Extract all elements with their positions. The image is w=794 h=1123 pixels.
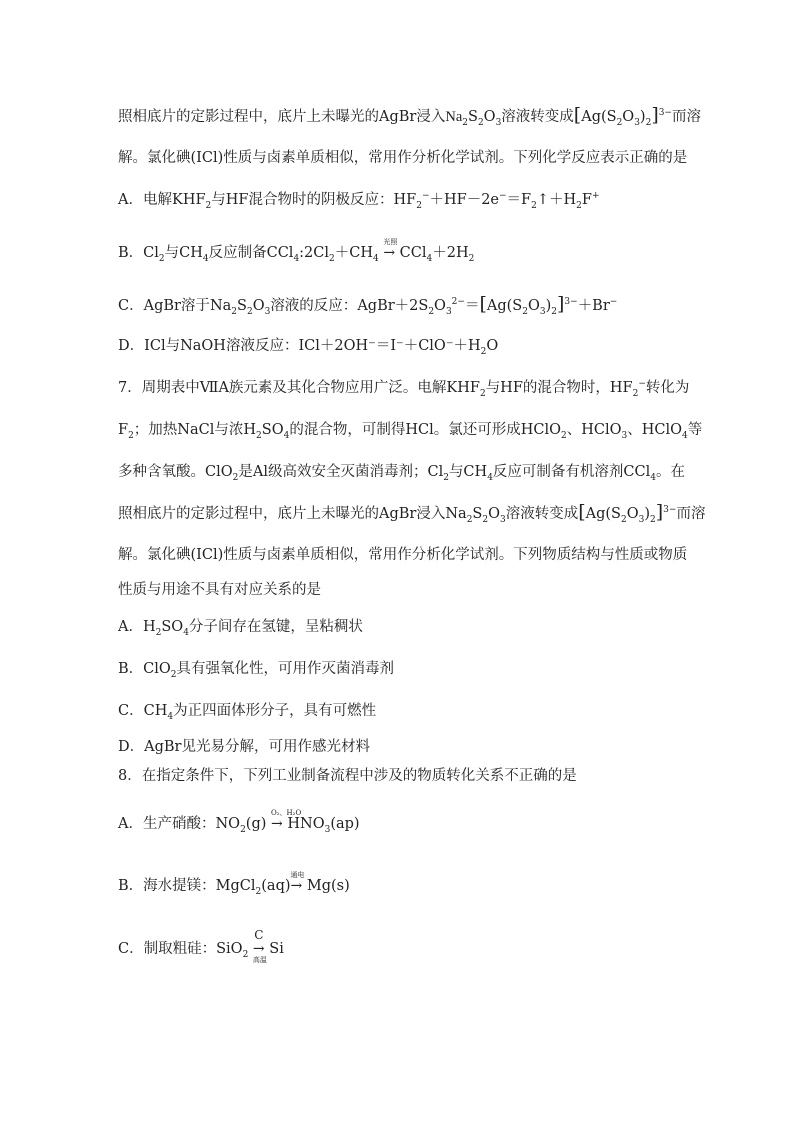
condition-arrow: O₂、H₂O →	[271, 809, 302, 832]
q7-option-b[interactable]: B．ClO$_2$具有强氧化性，可用作灭菌消毒剂	[118, 661, 395, 680]
q7-stem-line-5: 解。氯化碘(ICl)性质与卤素单质相似，常用作分析化学试剂。下列物质结构与性质或物质	[118, 547, 688, 563]
q7-stem-line-2: $F_2$；加热NaCl与浓$H_2SO_4$的混合物，可制得HCl。氯还可形成HClO$_2$、HClO$_3$、HClO$_4$等	[118, 422, 703, 441]
q6-option-a[interactable]: A．电解$KHF_2$与HF混合物时的阴极反应：$HF_2^-+HF-2e^-=F_2↑+H_2F^+$	[118, 191, 600, 211]
high-temp-arrow: C → 高温	[252, 928, 267, 964]
q7-option-c[interactable]: C．$CH_4$为正四面体形分子，具有可燃性	[118, 703, 377, 722]
q6-stem-line-2: 解。氯化碘(ICl)性质与卤素单质相似，常用作分析化学试剂。下列化学反应表示正确的是	[118, 150, 688, 166]
q6-option-d[interactable]: D．ICl与NaOH溶液反应：$ICl+2OH^-=I^-+ClO^-+H_2O$	[118, 338, 499, 357]
q6-option-c[interactable]: C．AgBr溶于$Na_2S_2O_3$溶液的反应：$AgBr+2S_2O_3^{2-}=[Ag(S_2O_3)_2]^{3-}+Br^-$	[118, 293, 618, 317]
q7-option-d[interactable]: D．AgBr见光易分解，可用作感光材料	[118, 739, 370, 755]
light-arrow: 光照 →	[383, 238, 398, 261]
electrolysis-arrow: 通电 →	[290, 871, 305, 894]
q6-option-b[interactable]: B．$Cl_2$与$CH_4$反应制备$CCl_4:2Cl_2+CH_4$ 光照 → $CCl_4+2H_2$	[118, 238, 475, 264]
q8-option-c[interactable]: C．制取粗硅：SiO$_2$ C → 高温 Si	[118, 928, 284, 964]
q8-option-a[interactable]: A．生产硝酸：$NO_2(g)$ O₂、H₂O → $HNO_3(ap)$	[118, 809, 360, 835]
q8-option-b[interactable]: B．海水提镁：MgCl$_2$(aq) 通电 → Mg(s)	[118, 871, 350, 897]
q7-stem-line-4: 照相底片的定影过程中，底片上未曝光的AgBr浸入$Na_2S_2O_3$溶液转变成$[Ag(S_2O_3)_2]^{3-}$而溶	[118, 501, 706, 525]
q7-stem-line-6: 性质与用途不具有对应关系的是	[118, 582, 321, 598]
q7-option-a[interactable]: A．$H_2SO_4$分子间存在氢键，呈粘稠状	[118, 619, 363, 638]
q7-stem-line-3: 多种含氧酸。ClO$_2$是Al级高效安全灭菌消毒剂；$Cl_2$与$CH_4$反应可制备有机溶剂CCl$_4$。在	[118, 464, 685, 483]
q7-stem-line-1: 7．周期表中ⅦA族元素及其化合物应用广泛。电解$KHF_2$与HF的混合物时，$HF_2^-$转化为	[118, 379, 690, 399]
q6-stem-line-1: 照相底片的定影过程中，底片上未曝光的AgBr浸入$Na_2S_2O_3$溶液转变成$[Ag(S_2O_3)_2]^{3-}$而溶	[118, 104, 702, 128]
q8-stem: 8．在指定条件下，下列工业制备流程中涉及的物质转化关系不正确的是	[118, 768, 577, 784]
